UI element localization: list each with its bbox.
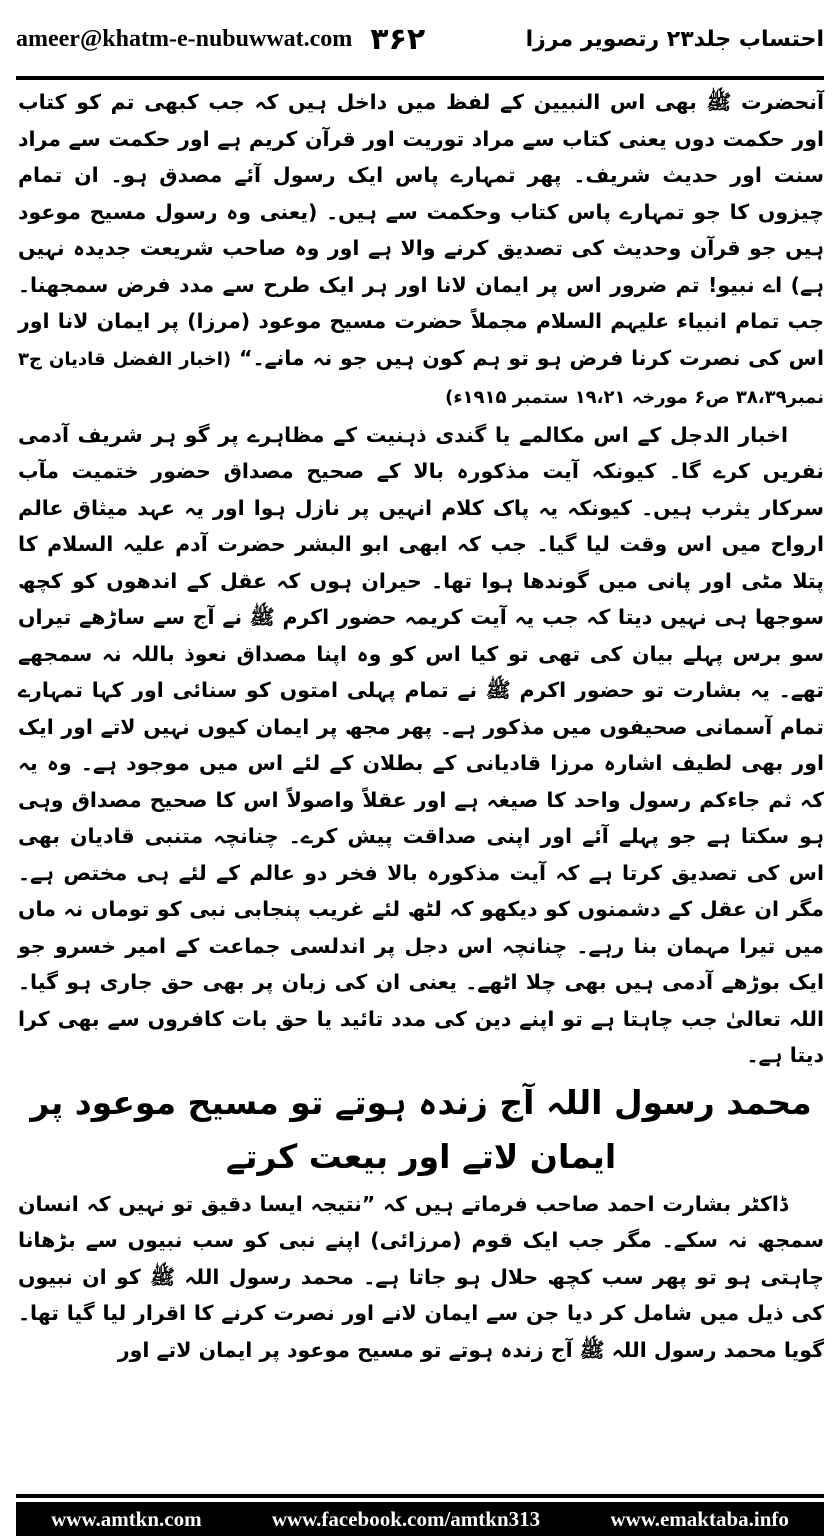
page-number: ۳۶۲ (370, 21, 426, 57)
paragraph-quote-text: آنحضرت ﷺ بھی اس النبیین کے لفظ میں داخل ہیں کہ جب کبھی تم کو کتاب اور حکمت دوں یعنی کتاب سے مراد توریت اور قرآن کریم ہے اور حکمت سے مراد سنت اور حدیث شریف۔ پھر تمہارے پاس ایک رسول آئے مصدق ہو۔ ان تمام چیزوں کا جو تمہارے پاس کتاب وحکمت سے ہیں۔ (یعنی وہ رسول مسیح موعود ہیں جو قرآن وحدیث کی تصدیق کرنے والا ہے اور وہ صاحب شریعت جدیدہ نہیں ہے) اے نبیو! تم ضرور اس پر ایمان لانا اور ہر ایک طرح سے مدد فرض سمجھنا۔ جب تمام انبیاء علیہم السلام مجملاً حضرت مسیح موعود (مرزا) پر ایمان لانا اور اس کی نصرت کرنا فرض ہو تو ہم کون ہیں جو نہ مانے۔“ (18, 90, 824, 370)
paragraph-commentary: اخبار الدجل کے اس مکالمے یا گندی ذہنیت کے مظاہرے پر گو ہر شریف آدمی نفریں کرے گا۔ کیونکہ آیت مذکورہ بالا کے صحیح مصداق حضور ختمیت مآب سرکار یثرب ہیں۔ کیونکہ یہ پاک کلام انہیں پر نازل ہوا اور یہ عہد میثاق عالم ارواح میں اس وقت لیا گیا۔ جب کہ ابھی ابو البشر حضرت آدم علیہ السلام کا پتلا مٹی اور پانی میں گوندھا ہوا تھا۔ حیران ہوں کہ عقل کے اندھوں کو کچھ سوجھا ہی نہیں دیتا کہ جب یہ آیت کریمہ حضور اکرم ﷺ نے آج سے ساڑھے تیراں سو برس پہلے بیان کی تھی تو کیا اس کو وہ اپنا مصداق نعوذ باللہ نہ سمجھے تھے۔ یہ بشارت تو حضور اکرم ﷺ نے تمام پہلی امتوں کو سنائی اور کہا تمہارے تمام آسمانی صحیفوں میں مذکور ہے۔ پھر مجھ پر ایمان کیوں نہیں لاتے اور ایک اور بھی لطیف اشارہ مرزا قادیانی کے بطلان کے لئے اس میں موجود ہے۔ وہ یہ کہ ثم جاءکم رسول واحد کا صیغہ ہے اور عقلاً واصولاً اس کا صحیح مصداق وہی ہو سکتا ہے جو پہلے آئے اور اپنی صداقت پیش کرے۔ چنانچہ متنبی قادیان بھی اس کی تصدیق کرتا ہے کہ آیت مذکورہ بالا فخر دو عالم کے لئے ہی مختص ہے۔ مگر ان عقل کے دشمنوں کو دیکھو کہ لٹھ لئے غریب پنجابی نبی کو توماں نہ ماں میں تیرا مہمان بنا رہے۔ چنانچہ اس دجل پر اندلسی جماعت کے امیر خسرو جو ایک بوڑھے آدمی ہیں بھی چلا اٹھے۔ یعنی ان کی زبان پر بھی حق جاری ہو گیا۔ اللہ تعالیٰ جب چاہتا ہے تو اپنے دین کی مدد تائید یا حق بات کافروں سے بھی کرا دیتا ہے۔ (18, 422, 824, 1067)
footer-bar (16, 1502, 824, 1536)
sub-heading: محمد رسول اللہ آج زندہ ہوتے تو مسیح موعود پر ایمان لاتے اور بیعت کرتے (30, 1082, 812, 1176)
page-header (16, 0, 824, 78)
footer-rule (16, 1494, 824, 1498)
paragraph-quote (18, 84, 824, 417)
header-left (16, 22, 425, 57)
running-head: احتساب جلد۲۳ رتصویر مرزا (525, 26, 824, 52)
body-text (18, 84, 824, 1368)
footer-link-emaktaba[interactable]: www.emaktaba.info (610, 1506, 789, 1531)
footer-link-facebook[interactable]: www.facebook.com/amtkn313 (271, 1506, 541, 1531)
citation: (اخبار الفضل قادیان ج۳ نمبر۳۸،۳۹ ص۶ مورخہ ۱۹،۲۱ ستمبر ۱۹۱۵ء) (18, 348, 824, 408)
paragraph-closing: ڈاکٹر بشارت احمد صاحب فرماتے ہیں کہ ”نتیجہ ایسا دقیق تو نہیں کہ انسان سمجھ نہ سکے۔ مگر جب ایک قوم (مرزائی) اپنے نبی کو سب نبیوں سے بڑھانا چاہتی ہو تو پھر سب کچھ حلال ہو جاتا ہے۔ محمد رسول اللہ ﷺ کو ان نبیوں کی ذیل میں شامل کر دیا جن سے ایمان لانے اور نصرت کرنے کا اقرار لیا گیا تھا۔ گویا محمد رسول اللہ ﷺ آج زندہ ہوتے تو مسیح موعود پر ایمان لاتے اور (18, 1191, 824, 1362)
header-email: ameer@khatm-e-nubuwwat.com (16, 25, 353, 52)
footer-link-amtkn[interactable]: www.amtkn.com (51, 1506, 202, 1531)
header-rule (16, 76, 824, 80)
